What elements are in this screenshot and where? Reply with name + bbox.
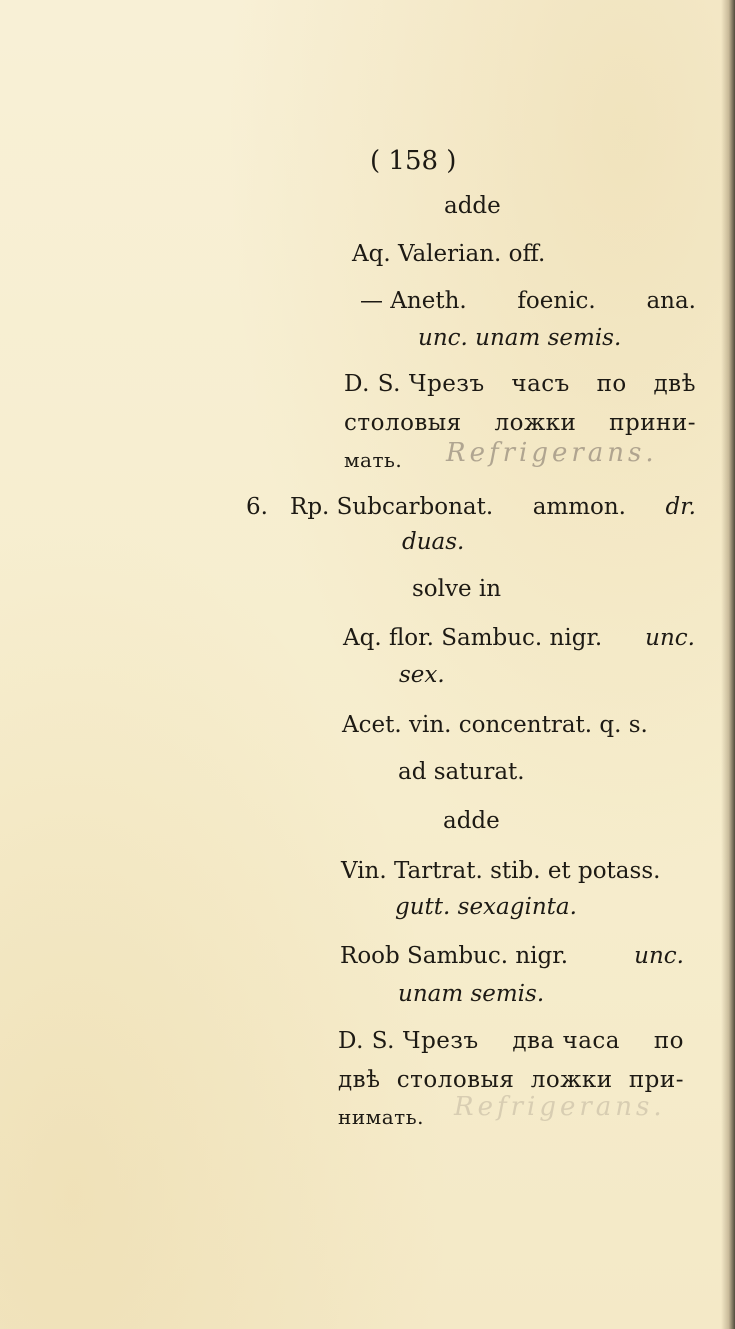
text-line: unam semis. [398,981,545,1007]
text-word: по [653,1028,684,1054]
text-word: Roob Sambuc. nigr. [340,943,569,969]
text-word: — Aneth. [360,288,467,314]
text-line: adde [443,808,500,834]
text-word: двѣ [338,1067,381,1093]
text-word: ложки [494,410,577,436]
text-line: adde [444,193,501,219]
text-line: Aq. Valerian. off. [352,241,546,267]
text-word: прини- [609,410,696,436]
text-word: при- [628,1067,684,1093]
text-line [343,627,695,650]
text-line [344,373,696,396]
handwritten-annotation: Refrigerans. [454,1092,666,1122]
handwritten-annotation: Refrigerans. [446,438,658,468]
page-edge [721,0,735,1329]
text-line: мать. [344,448,403,472]
text-word: двѣ [653,371,696,397]
text-word: Aq. flor. Sambuc. nigr. [343,625,603,651]
text-word: dr. [665,494,696,520]
text-line [340,945,684,968]
text-word: foenic. [517,288,596,314]
text-line: unc. unam semis. [418,325,622,351]
recipe-number: 6. [246,494,268,520]
text-word: два часа [512,1028,621,1054]
text-line: solve in [412,576,502,602]
text-word: unc. [645,625,695,651]
text-word: столовыя [396,1067,515,1093]
text-line: duas. [402,529,465,555]
text-word: ana. [646,288,696,314]
text-word: столовыя [344,410,462,436]
text-line: Acet. vin. concentrat. q. s. [342,712,648,738]
page-number: ( 158 ) [370,146,457,176]
text-word: D. S. Чрезъ [338,1028,479,1054]
text-line [344,412,696,435]
text-line [338,1030,684,1053]
text-word: ammon. [532,494,626,520]
text-line: gutt. sexaginta. [395,894,577,920]
text-word: Rp. Subcarbonat. [290,494,494,520]
text-word: часъ [511,371,570,397]
text-line [290,496,696,519]
text-line: ad saturat. [398,759,525,785]
text-line: sex. [399,662,445,688]
text-line [338,1069,684,1092]
text-word: D. S. Чрезъ [344,371,485,397]
text-word: ложки [530,1067,613,1093]
text-line [360,290,696,313]
text-line: нимать. [338,1105,424,1129]
text-word: по [596,371,627,397]
text-word: unc. [634,943,684,969]
text-line: Vin. Tartrat. stib. et potass. [341,858,661,884]
